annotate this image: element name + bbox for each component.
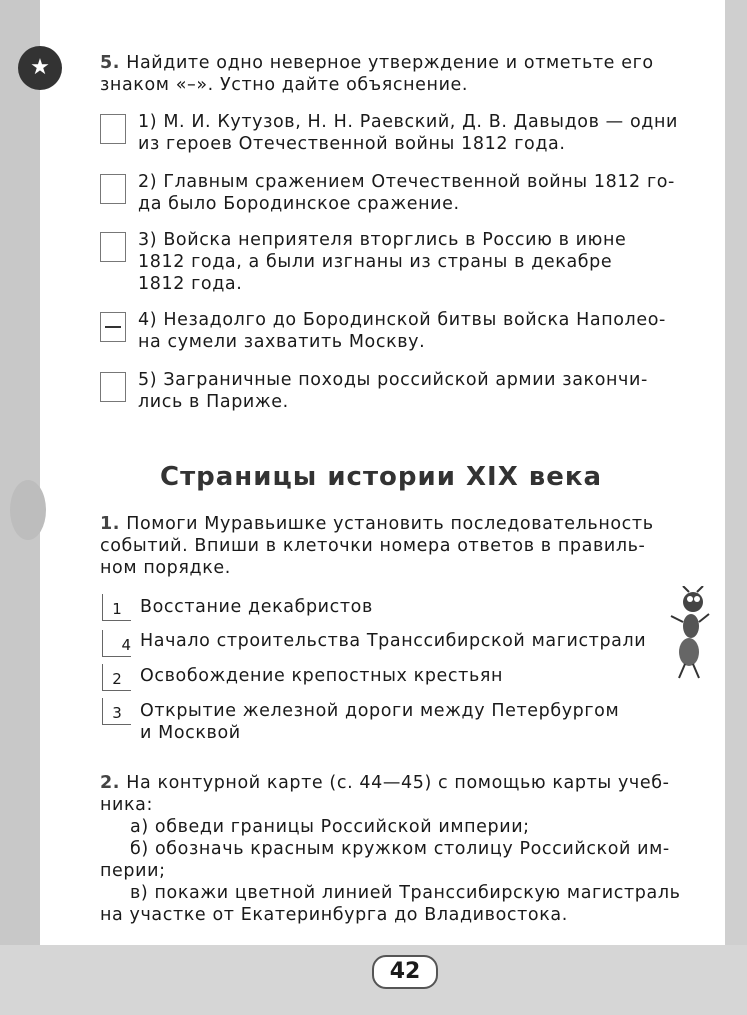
task2-item-b-line1: б) обозначь красным кружком столицу Российской им- (130, 839, 670, 859)
task5-prompt-line2: знаком «–». Устно дайте объяснение. (100, 75, 469, 95)
statement-line: на сумели захватить Москву. (138, 332, 426, 352)
ant-icon (665, 586, 713, 682)
statement-5-checkbox[interactable] (100, 372, 126, 402)
event-3 (140, 665, 670, 687)
event-1 (140, 596, 670, 618)
star-icon: ★ (18, 46, 62, 90)
statement-line: из героев Отечественной войны 1812 года. (138, 134, 566, 154)
task5-number: 5. (100, 53, 121, 73)
statement-4 (138, 309, 718, 353)
statement-line: да было Бородинское сражение. (138, 194, 460, 214)
task2 (100, 772, 715, 926)
task2-item-a: а) обведи границы Российской империи; (130, 817, 530, 837)
task2-item-b-line2: перии; (100, 861, 166, 881)
margin-decoration (10, 480, 46, 540)
task1-prompt-line1: Помоги Муравьишке установить последовательность (126, 514, 654, 534)
order-cell-4[interactable]: 3 (102, 698, 131, 725)
statement-1 (138, 111, 718, 155)
page-number: 42 (372, 955, 438, 989)
event-4 (140, 700, 670, 744)
statement-4-checkbox[interactable] (100, 312, 126, 342)
section-title: Страницы истории XIX века (160, 462, 603, 492)
task1-number: 1. (100, 514, 121, 534)
event-line: Освобождение крепостных крестьян (140, 666, 504, 686)
statement-line: 1) М. И. Кутузов, Н. Н. Раевский, Д. В. Давыдов — одни (138, 112, 678, 132)
order-cell-2[interactable]: 4 (102, 630, 131, 657)
statement-line: 4) Незадолго до Бородинской битвы войска Наполео- (138, 310, 666, 330)
event-line: и Москвой (140, 723, 241, 743)
event-line: Начало строительства Транссибирской магистрали (140, 631, 647, 651)
statement-line: 1812 года, а были изгнаны из страны в декабре (138, 252, 613, 272)
statement-line: 5) Заграничные походы российской армии закончи- (138, 370, 648, 390)
task2-item-c-line2: на участке от Екатеринбурга до Владивостока. (100, 905, 568, 925)
task1-prompt-line2: событий. Впиши в клеточки номера ответов в правиль- (100, 536, 646, 556)
event-line: Открытие железной дороги между Петербургом (140, 701, 620, 721)
task1-prompt-line3: ном порядке. (100, 558, 231, 578)
task5-prompt-line1: Найдите одно неверное утверждение и отметьте его (126, 53, 654, 73)
statement-1-checkbox[interactable] (100, 114, 126, 144)
statement-line: 1812 года. (138, 274, 243, 294)
task1-prompt (100, 513, 715, 579)
statement-line: 3) Войска неприятеля вторглись в Россию в июне (138, 230, 627, 250)
event-2 (140, 630, 670, 652)
statement-2 (138, 171, 718, 215)
statement-line: 2) Главным сражением Отечественной войны 1812 го- (138, 172, 675, 192)
statement-5 (138, 369, 718, 413)
task2-line2: ника: (100, 795, 154, 815)
event-line: Восстание декабристов (140, 597, 373, 617)
statement-3-checkbox[interactable] (100, 232, 126, 262)
order-cell-1[interactable]: 1 (102, 594, 131, 621)
order-cell-3[interactable]: 2 (102, 664, 131, 691)
task5-prompt (100, 52, 715, 96)
minus-mark (101, 313, 125, 314)
statement-3 (138, 229, 718, 295)
right-page-edge (725, 0, 747, 1015)
statement-2-checkbox[interactable] (100, 174, 126, 204)
task2-line1: На контурной карте (с. 44—45) с помощью карты учеб- (126, 773, 670, 793)
task2-number: 2. (100, 773, 121, 793)
task2-item-c-line1: в) покажи цветной линией Транссибирскую магистраль (130, 883, 681, 903)
statement-line: лись в Париже. (138, 392, 289, 412)
